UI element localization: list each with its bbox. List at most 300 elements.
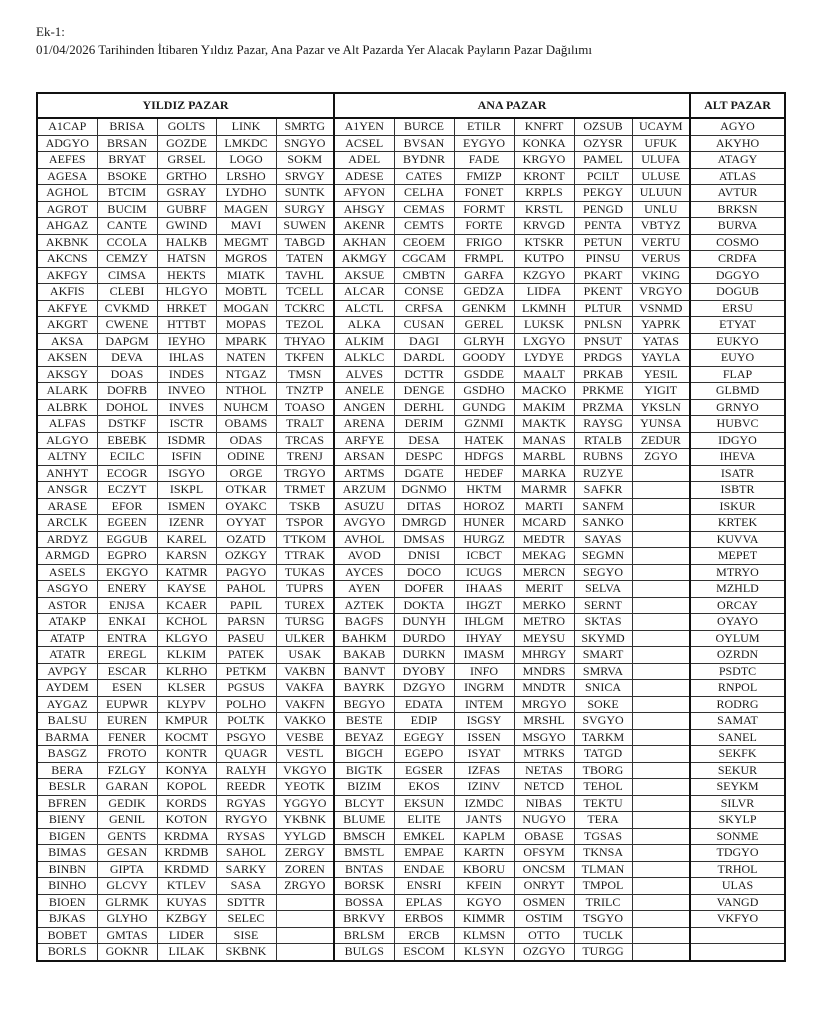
yildiz-pazar-cell: EGEEN — [97, 515, 157, 532]
ana-pazar-cell: EYGYO — [454, 135, 514, 152]
ana-pazar-cell: GZNMI — [454, 416, 514, 433]
alt-pazar-cell: SAMAT — [690, 713, 785, 730]
yildiz-pazar-cell: SRVGY — [276, 168, 334, 185]
alt-pazar-cell: HUBVC — [690, 416, 785, 433]
ana-pazar-cell: AVOD — [334, 548, 394, 565]
ana-pazar-cell: GENKM — [454, 300, 514, 317]
yildiz-pazar-cell: OTKAR — [216, 482, 276, 499]
yildiz-pazar-cell: SASA — [216, 878, 276, 895]
yildiz-pazar-cell: IZENR — [157, 515, 216, 532]
ana-pazar-cell: NIBAS — [514, 795, 574, 812]
ana-pazar-cell: DMRGD — [394, 515, 454, 532]
header-alt-pazar: ALT PAZAR — [690, 93, 785, 118]
yildiz-pazar-cell: GIPTA — [97, 861, 157, 878]
table-row — [37, 366, 785, 383]
alt-pazar-cell: ISBTR — [690, 482, 785, 499]
ana-pazar-cell: ZGYO — [632, 449, 690, 466]
ana-pazar-cell: MARKA — [514, 465, 574, 482]
yildiz-pazar-cell — [276, 927, 334, 944]
ana-pazar-cell: GARFA — [454, 267, 514, 284]
yildiz-pazar-cell: KZBGY — [157, 911, 216, 928]
yildiz-pazar-cell: HALKB — [157, 234, 216, 251]
ana-pazar-cell: NETAS — [514, 762, 574, 779]
yildiz-pazar-cell: KATMR — [157, 564, 216, 581]
ana-pazar-cell: ALCAR — [334, 284, 394, 301]
table-row — [37, 267, 785, 284]
ana-pazar-cell: TMPOL — [574, 878, 632, 895]
ana-pazar-cell: INFO — [454, 663, 514, 680]
table-row — [37, 911, 785, 928]
alt-pazar-cell: TDGYO — [690, 845, 785, 862]
ana-pazar-cell: TARKM — [574, 729, 632, 746]
ana-pazar-cell: PAMEL — [574, 152, 632, 169]
table-row — [37, 927, 785, 944]
ana-pazar-cell: GEDZA — [454, 284, 514, 301]
ana-pazar-cell: KRPLS — [514, 185, 574, 202]
ana-pazar-cell: CGCAM — [394, 251, 454, 268]
alt-pazar-cell: ATLAS — [690, 168, 785, 185]
yildiz-pazar-cell: ANHYT — [37, 465, 97, 482]
ana-pazar-cell: TEHOL — [574, 779, 632, 796]
table-row — [37, 564, 785, 581]
ana-pazar-cell: OTTO — [514, 927, 574, 944]
ana-pazar-cell: EMKEL — [394, 828, 454, 845]
yildiz-pazar-cell: DEVA — [97, 350, 157, 367]
yildiz-pazar-cell: ASGYO — [37, 581, 97, 598]
ana-pazar-cell: SKTAS — [574, 614, 632, 631]
yildiz-pazar-cell: PAGYO — [216, 564, 276, 581]
ana-pazar-cell: SNICA — [574, 680, 632, 697]
yildiz-pazar-cell: AKFGY — [37, 267, 97, 284]
ana-pazar-cell: SAYAS — [574, 531, 632, 548]
ana-pazar-cell: BAGFS — [334, 614, 394, 631]
yildiz-pazar-cell: QUAGR — [216, 746, 276, 763]
yildiz-pazar-cell: AYDEM — [37, 680, 97, 697]
alt-pazar-cell: MEPET — [690, 548, 785, 565]
table-row — [37, 762, 785, 779]
yildiz-pazar-cell: SUWEN — [276, 218, 334, 235]
yildiz-pazar-cell: SOKM — [276, 152, 334, 169]
yildiz-pazar-cell: YGGYO — [276, 795, 334, 812]
alt-pazar-cell: RODRG — [690, 696, 785, 713]
ana-pazar-cell: CUSAN — [394, 317, 454, 334]
ana-pazar-cell: FRIGO — [454, 234, 514, 251]
yildiz-pazar-cell: BRYAT — [97, 152, 157, 169]
ana-pazar-cell: EKSUN — [394, 795, 454, 812]
ana-pazar-cell: MHRGY — [514, 647, 574, 664]
ana-pazar-cell: GUNDG — [454, 399, 514, 416]
ana-pazar-cell: KRVGD — [514, 218, 574, 235]
ana-pazar-cell: CELHA — [394, 185, 454, 202]
yildiz-pazar-cell: ULKER — [276, 630, 334, 647]
ana-pazar-cell: ETILR — [454, 118, 514, 135]
ana-pazar-cell: HURGZ — [454, 531, 514, 548]
yildiz-pazar-cell: PGSUS — [216, 680, 276, 697]
yildiz-pazar-cell: PETKM — [216, 663, 276, 680]
ana-pazar-cell: UFUK — [632, 135, 690, 152]
yildiz-pazar-cell: TOASO — [276, 399, 334, 416]
ana-pazar-cell: EGEPO — [394, 746, 454, 763]
ana-pazar-cell: MAKIM — [514, 399, 574, 416]
alt-pazar-cell: MZHLD — [690, 581, 785, 598]
yildiz-pazar-cell: VAKFN — [276, 696, 334, 713]
ana-pazar-cell: UCAYM — [632, 118, 690, 135]
ana-pazar-cell: A1YEN — [334, 118, 394, 135]
yildiz-pazar-cell: BFREN — [37, 795, 97, 812]
ana-pazar-cell: KTSKR — [514, 234, 574, 251]
ana-pazar-cell — [632, 894, 690, 911]
table-row — [37, 663, 785, 680]
ana-pazar-cell — [632, 498, 690, 515]
table-row — [37, 251, 785, 268]
table-body — [37, 118, 785, 961]
ana-pazar-cell: OSTIM — [514, 911, 574, 928]
yildiz-pazar-cell: KMPUR — [157, 713, 216, 730]
yildiz-pazar-cell: ANSGR — [37, 482, 97, 499]
ana-pazar-cell: CONSE — [394, 284, 454, 301]
ana-pazar-cell: PRDGS — [574, 350, 632, 367]
yildiz-pazar-cell: CANTE — [97, 218, 157, 235]
ana-pazar-cell — [632, 465, 690, 482]
yildiz-pazar-cell: AKBNK — [37, 234, 97, 251]
yildiz-pazar-cell: TCELL — [276, 284, 334, 301]
yildiz-pazar-cell: ISDMR — [157, 432, 216, 449]
ana-pazar-cell: ANGEN — [334, 399, 394, 416]
ana-pazar-cell: ANELE — [334, 383, 394, 400]
yildiz-pazar-cell: DOAS — [97, 366, 157, 383]
yildiz-pazar-cell: TMSN — [276, 366, 334, 383]
yildiz-pazar-cell: MOPAS — [216, 317, 276, 334]
ana-pazar-cell: KGYO — [454, 894, 514, 911]
table-row — [37, 696, 785, 713]
ana-pazar-cell: OSMEN — [514, 894, 574, 911]
yildiz-pazar-cell: INDES — [157, 366, 216, 383]
ana-pazar-cell: GSDDE — [454, 366, 514, 383]
ana-pazar-cell: ARZUM — [334, 482, 394, 499]
yildiz-pazar-cell: IEYHO — [157, 333, 216, 350]
yildiz-pazar-cell: PASEU — [216, 630, 276, 647]
ana-pazar-cell: YIGIT — [632, 383, 690, 400]
table-row — [37, 383, 785, 400]
yildiz-pazar-cell: CWENE — [97, 317, 157, 334]
yildiz-pazar-cell: PSGYO — [216, 729, 276, 746]
ana-pazar-cell: KLMSN — [454, 927, 514, 944]
yildiz-pazar-cell: AKFIS — [37, 284, 97, 301]
yildiz-pazar-cell: BESLR — [37, 779, 97, 796]
yildiz-pazar-cell: ECOGR — [97, 465, 157, 482]
yildiz-pazar-cell: SUNTK — [276, 185, 334, 202]
yildiz-pazar-cell: SNGYO — [276, 135, 334, 152]
ana-pazar-cell: EDATA — [394, 696, 454, 713]
yildiz-pazar-cell: BERA — [37, 762, 97, 779]
ana-pazar-cell: IHLGM — [454, 614, 514, 631]
yildiz-pazar-cell: GLCVY — [97, 878, 157, 895]
alt-pazar-cell: AGYO — [690, 118, 785, 135]
ana-pazar-cell: CEMAS — [394, 201, 454, 218]
yildiz-pazar-cell: HLGYO — [157, 284, 216, 301]
ana-pazar-cell: OFSYM — [514, 845, 574, 862]
yildiz-pazar-cell: TABGD — [276, 234, 334, 251]
yildiz-pazar-cell: GMTAS — [97, 927, 157, 944]
ana-pazar-cell: DURDO — [394, 630, 454, 647]
ana-pazar-cell: SAFKR — [574, 482, 632, 499]
yildiz-pazar-cell: YKBNK — [276, 812, 334, 829]
yildiz-pazar-cell: AKCNS — [37, 251, 97, 268]
ana-pazar-cell: BORSK — [334, 878, 394, 895]
ana-pazar-cell: OZSUB — [574, 118, 632, 135]
ana-pazar-cell: AKSUE — [334, 267, 394, 284]
alt-pazar-cell: SEYKM — [690, 779, 785, 796]
ana-pazar-cell: ONCSM — [514, 861, 574, 878]
ana-pazar-cell: ULUSE — [632, 168, 690, 185]
ana-pazar-cell: GLRYH — [454, 333, 514, 350]
ana-pazar-cell: JANTS — [454, 812, 514, 829]
ana-pazar-cell: PKART — [574, 267, 632, 284]
ana-pazar-cell: ENDAE — [394, 861, 454, 878]
ana-pazar-cell: ENSRI — [394, 878, 454, 895]
yildiz-pazar-cell: VAKKO — [276, 713, 334, 730]
yildiz-pazar-cell: GRSEL — [157, 152, 216, 169]
ana-pazar-cell: AVGYO — [334, 515, 394, 532]
yildiz-pazar-cell: ENJSA — [97, 597, 157, 614]
alt-pazar-cell: AKYHO — [690, 135, 785, 152]
ana-pazar-cell: KRSTL — [514, 201, 574, 218]
ana-pazar-cell: ESCOM — [394, 944, 454, 961]
yildiz-pazar-cell: ALARK — [37, 383, 97, 400]
ana-pazar-cell: NUGYO — [514, 812, 574, 829]
ana-pazar-cell: IMASM — [454, 647, 514, 664]
ana-pazar-cell: TEKTU — [574, 795, 632, 812]
ana-pazar-cell: TKNSA — [574, 845, 632, 862]
ana-pazar-cell: VERUS — [632, 251, 690, 268]
yildiz-pazar-cell: ASELS — [37, 564, 97, 581]
yildiz-pazar-cell: ODAS — [216, 432, 276, 449]
ana-pazar-cell: DESPC — [394, 449, 454, 466]
yildiz-pazar-cell — [276, 911, 334, 928]
yildiz-pazar-cell: KLSER — [157, 680, 216, 697]
ana-pazar-cell: CMBTN — [394, 267, 454, 284]
yildiz-pazar-cell: BALSU — [37, 713, 97, 730]
ana-pazar-cell: ISSEN — [454, 729, 514, 746]
yildiz-pazar-cell: HEKTS — [157, 267, 216, 284]
yildiz-pazar-cell: ENKAI — [97, 614, 157, 631]
yildiz-pazar-cell: DAPGM — [97, 333, 157, 350]
alt-pazar-cell: ISATR — [690, 465, 785, 482]
ana-pazar-cell: BEGYO — [334, 696, 394, 713]
ana-pazar-cell: MEYSU — [514, 630, 574, 647]
alt-pazar-cell: SANEL — [690, 729, 785, 746]
alt-pazar-cell: AVTUR — [690, 185, 785, 202]
ana-pazar-cell — [632, 845, 690, 862]
table-row — [37, 234, 785, 251]
ana-pazar-cell: AKENR — [334, 218, 394, 235]
ana-pazar-cell: VERTU — [632, 234, 690, 251]
ana-pazar-cell: DNISI — [394, 548, 454, 565]
ana-pazar-cell: VSNMD — [632, 300, 690, 317]
alt-pazar-cell: GLBMD — [690, 383, 785, 400]
yildiz-pazar-cell: KOTON — [157, 812, 216, 829]
alt-pazar-cell: OYAYO — [690, 614, 785, 631]
yildiz-pazar-cell: GOLTS — [157, 118, 216, 135]
ana-pazar-cell: LKMNH — [514, 300, 574, 317]
yildiz-pazar-cell: ARDYZ — [37, 531, 97, 548]
yildiz-pazar-cell: GWIND — [157, 218, 216, 235]
table-row — [37, 152, 785, 169]
alt-pazar-cell: SEKUR — [690, 762, 785, 779]
yildiz-pazar-cell: ZRGYO — [276, 878, 334, 895]
ana-pazar-cell: AYEN — [334, 581, 394, 598]
table-row — [37, 168, 785, 185]
ana-pazar-cell: EDIP — [394, 713, 454, 730]
ana-pazar-cell: BVSAN — [394, 135, 454, 152]
yildiz-pazar-cell: AVPGY — [37, 663, 97, 680]
yildiz-pazar-cell: AKSA — [37, 333, 97, 350]
header-ana-pazar: ANA PAZAR — [334, 93, 690, 118]
yildiz-pazar-cell: BRISA — [97, 118, 157, 135]
yildiz-pazar-cell: VAKFA — [276, 680, 334, 697]
yildiz-pazar-cell: ENERY — [97, 581, 157, 598]
ana-pazar-cell: DGNMO — [394, 482, 454, 499]
yildiz-pazar-cell: AKSGY — [37, 366, 97, 383]
yildiz-pazar-cell: AEFES — [37, 152, 97, 169]
ana-pazar-cell: EGEGY — [394, 729, 454, 746]
yildiz-pazar-cell: BORLS — [37, 944, 97, 961]
ana-pazar-cell: SELVA — [574, 581, 632, 598]
table-row — [37, 465, 785, 482]
ana-pazar-cell: IHAAS — [454, 581, 514, 598]
ana-pazar-cell: OBASE — [514, 828, 574, 845]
ana-pazar-cell: UNLU — [632, 201, 690, 218]
yildiz-pazar-cell: HRKET — [157, 300, 216, 317]
yildiz-pazar-cell: CVKMD — [97, 300, 157, 317]
ana-pazar-cell: BESTE — [334, 713, 394, 730]
yildiz-pazar-cell — [276, 894, 334, 911]
yildiz-pazar-cell: FROTO — [97, 746, 157, 763]
ana-pazar-cell: DARDL — [394, 350, 454, 367]
ana-pazar-cell: PENTA — [574, 218, 632, 235]
yildiz-pazar-cell: KRDMD — [157, 861, 216, 878]
ana-pazar-cell: PNLSN — [574, 317, 632, 334]
yildiz-pazar-cell: TUREX — [276, 597, 334, 614]
ana-pazar-cell: SANFM — [574, 498, 632, 515]
table-row — [37, 729, 785, 746]
ana-pazar-cell — [632, 597, 690, 614]
ana-pazar-cell: AFYON — [334, 185, 394, 202]
table-row — [37, 746, 785, 763]
table-row — [37, 350, 785, 367]
alt-pazar-cell: EUYO — [690, 350, 785, 367]
yildiz-pazar-cell: KCHOL — [157, 614, 216, 631]
yildiz-pazar-cell: KORDS — [157, 795, 216, 812]
ana-pazar-cell: FMIZP — [454, 168, 514, 185]
ana-pazar-cell: AZTEK — [334, 597, 394, 614]
table-row — [37, 812, 785, 829]
header-row — [37, 93, 785, 118]
yildiz-pazar-cell: USAK — [276, 647, 334, 664]
yildiz-pazar-cell: KLKIM — [157, 647, 216, 664]
yildiz-pazar-cell: ISKPL — [157, 482, 216, 499]
table-row — [37, 416, 785, 433]
alt-pazar-cell: ERSU — [690, 300, 785, 317]
ana-pazar-cell: ELITE — [394, 812, 454, 829]
yildiz-pazar-cell: BJKAS — [37, 911, 97, 928]
yildiz-pazar-cell: EBEBK — [97, 432, 157, 449]
ana-pazar-cell: DERHL — [394, 399, 454, 416]
ana-pazar-cell: BAYRK — [334, 680, 394, 697]
table-row — [37, 317, 785, 334]
yildiz-pazar-cell: FZLGY — [97, 762, 157, 779]
ana-pazar-cell: ALCTL — [334, 300, 394, 317]
yildiz-pazar-cell: AKSEN — [37, 350, 97, 367]
yildiz-pazar-cell: OBAMS — [216, 416, 276, 433]
table-row — [37, 449, 785, 466]
yildiz-pazar-cell: ESEN — [97, 680, 157, 697]
yildiz-pazar-cell: EREGL — [97, 647, 157, 664]
ana-pazar-cell: MTRKS — [514, 746, 574, 763]
ana-pazar-cell: ARFYE — [334, 432, 394, 449]
yildiz-pazar-cell: RYGYO — [216, 812, 276, 829]
yildiz-pazar-cell: EUPWR — [97, 696, 157, 713]
yildiz-pazar-cell: EUREN — [97, 713, 157, 730]
ana-pazar-cell: ARSAN — [334, 449, 394, 466]
ana-pazar-cell — [632, 762, 690, 779]
yildiz-pazar-cell: BOBET — [37, 927, 97, 944]
yildiz-pazar-cell: TRMET — [276, 482, 334, 499]
ana-pazar-cell: BIGTK — [334, 762, 394, 779]
alt-pazar-cell — [690, 944, 785, 961]
yildiz-pazar-cell: KAYSE — [157, 581, 216, 598]
market-distribution-table — [36, 92, 786, 962]
ana-pazar-cell: DOKTA — [394, 597, 454, 614]
ana-pazar-cell: PCILT — [574, 168, 632, 185]
ana-pazar-cell: TUCLK — [574, 927, 632, 944]
yildiz-pazar-cell: ISFIN — [157, 449, 216, 466]
ana-pazar-cell: ALKA — [334, 317, 394, 334]
table-row — [37, 680, 785, 697]
yildiz-pazar-cell: SAHOL — [216, 845, 276, 862]
header-yildiz-pazar: YILDIZ PAZAR — [37, 93, 334, 118]
ana-pazar-cell: TLMAN — [574, 861, 632, 878]
ana-pazar-cell: EMPAE — [394, 845, 454, 862]
ana-pazar-cell: DMSAS — [394, 531, 454, 548]
ana-pazar-cell — [632, 515, 690, 532]
ana-pazar-cell — [632, 713, 690, 730]
ana-pazar-cell: DENGE — [394, 383, 454, 400]
ana-pazar-cell: PNSUT — [574, 333, 632, 350]
yildiz-pazar-cell: BINBN — [37, 861, 97, 878]
ana-pazar-cell: ASUZU — [334, 498, 394, 515]
ana-pazar-cell: PLTUR — [574, 300, 632, 317]
ana-pazar-cell: BMSCH — [334, 828, 394, 845]
ana-pazar-cell: ICBCT — [454, 548, 514, 565]
table-row — [37, 894, 785, 911]
yildiz-pazar-cell: TTKOM — [276, 531, 334, 548]
yildiz-pazar-cell: KLGYO — [157, 630, 216, 647]
ana-pazar-cell: ULUFA — [632, 152, 690, 169]
yildiz-pazar-cell: EKGYO — [97, 564, 157, 581]
ana-pazar-cell: KRONT — [514, 168, 574, 185]
ana-pazar-cell: VKING — [632, 267, 690, 284]
yildiz-pazar-cell: OYAKC — [216, 498, 276, 515]
yildiz-pazar-cell: ALGYO — [37, 432, 97, 449]
yildiz-pazar-cell: ENTRA — [97, 630, 157, 647]
table-row — [37, 713, 785, 730]
yildiz-pazar-cell: INVEO — [157, 383, 216, 400]
alt-pazar-cell: IHEVA — [690, 449, 785, 466]
ana-pazar-cell: TSGYO — [574, 911, 632, 928]
ana-pazar-cell: MEDTR — [514, 531, 574, 548]
yildiz-pazar-cell: TUKAS — [276, 564, 334, 581]
